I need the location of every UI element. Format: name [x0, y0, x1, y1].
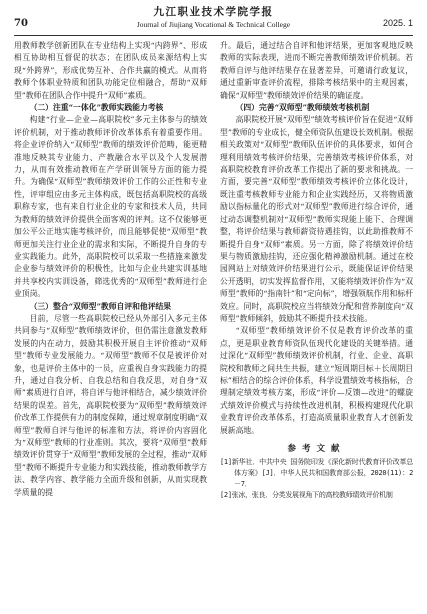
journal-title-en: Journal of Jiujiang Vocational & Technical College [136, 20, 291, 29]
paragraph: 目前，尽管一些高职院校已经从外部引入多元主体共同参与“双师型”教师绩效评价，但仍需注意激发教师发展的内在动力，鼓励其积极开展自主评价推动“双师型”教师专业发展能力。“双师型”教师不仅是被评价对象，也是评价主体中的一员，应重视自身实践能力的提升，通过自我分析、自我总结和自我反思，对自身“双师”素质进行自评，将自评与他评相结合，减少绩效评价结果的误差。首先，高职院校要为“双师型”教师绩效评价改革工作提供有力的制度保障，通过规章制度明确“双师型”教师自评与他评的标准和方法，将评价内容固化为“双师型”教师的行业准则。其次，要将“双师型”教师绩效评价贯穿于“双师型”教师发展的全过程，推动“双师型”教师不断提升专业能力和实践技能，推动教师教学方法、教学内容、教学能力全面升级和创新，从而实现教学质量的提 [14, 313, 207, 497]
section-heading: （三）整合“双师型”教师自评和他评结果 [29, 301, 172, 311]
paragraph: 升。最后，通过结合自评和他评结果，更加客观地反映教师的实际表现，进而不断完善教师绩效评价机制。若教师自评与他评结果存在显著差异，可邀请行政复议，通过重新审查评价流程，排除考核结果中的主观因素，确保“双师型”教师绩效评价结果的确证度。 [220, 41, 413, 100]
paragraph: “双师型”教师绩效评价不仅是教育评价改革的重点，更是职业教育师资队伍现代化建设的关键举措。通过深化“双师型”教师绩效评价机制，行业、企业、高职院校和教师之间共生共振，建立“短周期目标＋长周期目标”相结合的综合评价体系，科学设置绩效考核指标，合理制定绩效考核方案，形成“评价—反馈—改进”的螺旋式绩效评价模式与持续性改进机制，积极构建现代化职业教育评价改革体系，打造高质量职业教育人才创新发展新高地。 [220, 326, 413, 435]
references-heading: 参考文献 [287, 443, 346, 453]
section-heading: （二）注重“一体化”教师实践能力考核 [29, 103, 164, 113]
page-number: 70 [14, 18, 28, 29]
page-header [14, 5, 413, 35]
right-column [220, 40, 413, 501]
issue-number: 2025. 1 [382, 18, 413, 28]
paragraph: 用教师教学创新团队在专业结构上实现“内跨界”、形成相互协助相互督促的状态；在团队成员来源结构上实现“外跨界”，形成优势互补、合作共赢的模式。从而将教师个体职业特质和团队功能定位相融合，帮助“双师型”教师在团队合作中提升“双师”素质。 [14, 41, 207, 100]
header-rule [14, 35, 413, 36]
paragraph: 构建“行业—企业—高职院校”多元主体参与的绩效评价机制，对于推动教师评价改革体系有着重要作用。将企业评价纳入“双师型”教师的绩效评价范畴，能更精准地反映其专业能力、产教融合水平以及个人发展潜力，从而有效推动教师在产学研训领导方面的能力提升。为确保“双师型”教师绩效评价工作的公正性和专业性，评审组应由多元主体构成，既包括高职院校的高级职称专家，也有来自行业企业的专家和技术人员，共同为教师的绩效评价提供全面客观的评判。这不仅能够更加公平公正地实施考核评价，而且能够促使“双师型”教师更加关注行业企业的需求和实际，不断提升自身的专业实践能力。此外，高职院校可以采取一些措施来激发企业参与绩效评价的积极性，比如与企业共建实训基地并共享校内实训设备，筛选优秀的“双师型”教师进行企业顶岗。 [14, 115, 207, 299]
left-column [14, 40, 207, 499]
paragraph: 高职院校开展“双师型”绩效考核评价旨在促进“双师型”教师的专业成长，健全师资队伍建设长效机制。根据相关政策对“双师型”教师队伍评价的具体要求，如何合理利用绩效考核评价结果，完善绩效考核评价体系，对高职院校教育评价改革工作提出了新的要求和挑战。一方面，要完善“双师型”教师绩效考核评价立体化设计，既注重考核教师专业能力和企业实践经历，又将物质激励以指标量化的形式对“双师型”教师进行综合评价，通过动态调整机制对“双师型”教师实现能上能下、合理调整，将评价结果与教师薪资待遇挂钩，以此助推教师不断提升自身“双师”素质。另一方面，除了将绩效评价结果与物质激励挂钩，还应强化精神激励机制。通过在校园网站上对绩效评价结果进行公示，既能保证评价结果公开透明，切实发挥监督作用，又能将绩效评价作为“双师型”教师的“指南针”和“定向标”，增强领航作用和标杆效应。同时，高职院校应当将绩效分配和营养制度向“双师型”教师倾斜，鼓励其不断提升技术技能。 [220, 115, 413, 323]
journal-title-block [14, 6, 413, 30]
section-heading: （四）完善“双师型”教师绩效考核机制 [235, 103, 370, 113]
journal-title-cn: 九江职业技术学院学报 [153, 6, 274, 18]
reference-item: [2]张冰，张良．分类发展视角下的高校教师绩效评价机制 [220, 491, 393, 499]
reference-item: [1]新华社．中共中央 国务院印发《深化新时代教育评价改革总体方案》[J]．中华人民共和国教育部公报，2020(11)：2－7． [220, 458, 413, 488]
